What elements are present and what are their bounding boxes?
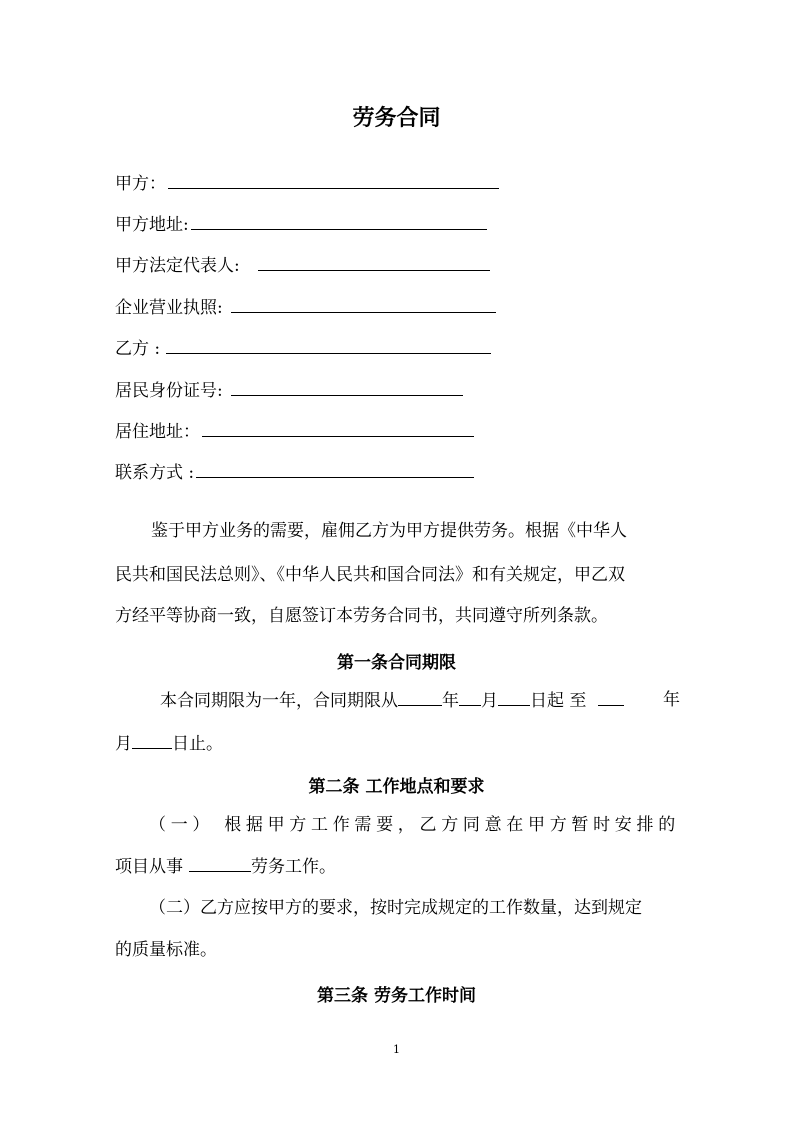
end-day-label: 日止。 bbox=[172, 734, 223, 754]
contact-label: 联系方式 : bbox=[115, 463, 195, 483]
residence-field bbox=[115, 419, 474, 443]
business-license-label: 企业营业执照: bbox=[115, 298, 223, 318]
article-3-heading: 第三条 劳务工作时间 bbox=[317, 986, 476, 1006]
start-day-label: 日起 至 bbox=[530, 691, 587, 711]
residence-label: 居住地址： bbox=[115, 422, 200, 442]
intro-line-2: 民共和国民法总则》、《中华人民共和国合同法》和有关规定，甲乙双 bbox=[115, 565, 625, 585]
start-year-blank[interactable] bbox=[398, 689, 442, 706]
start-month-blank[interactable] bbox=[459, 689, 481, 706]
item-1-prefix: 项目从事 bbox=[115, 857, 183, 877]
id-number-label: 居民身份证号: bbox=[115, 381, 223, 401]
article-2-item-2-line-1: （二）乙方应按甲方的要求，按时完成规定的工作数量，达到规定 bbox=[149, 898, 642, 918]
party-a-address-blank[interactable] bbox=[191, 212, 487, 230]
start-year-label: 年 bbox=[442, 691, 459, 711]
party-a-rep-blank[interactable] bbox=[258, 253, 490, 271]
document-title: 劳务合同 bbox=[352, 106, 441, 131]
id-number-blank[interactable] bbox=[231, 378, 463, 396]
article-2-item-1-line-2 bbox=[115, 855, 680, 878]
contact-field bbox=[115, 460, 474, 484]
party-b-blank[interactable] bbox=[166, 336, 491, 354]
item-1-suffix: 劳务工作。 bbox=[251, 857, 336, 877]
party-b-label: 乙方 : bbox=[115, 339, 161, 359]
article-2-item-1-line-1: （一） 根据甲方工作需要，乙方同意在甲方暂时安排的 bbox=[149, 815, 680, 835]
party-a-address-field bbox=[115, 212, 487, 236]
party-a-label: 甲方： bbox=[115, 174, 166, 194]
article-1-text: 本合同期限为一年，合同期限从 bbox=[160, 691, 398, 711]
article-1-line-2 bbox=[115, 732, 680, 755]
party-a-blank[interactable] bbox=[168, 171, 499, 189]
article-1-heading: 第一条合同期限 bbox=[337, 653, 456, 673]
work-item-blank[interactable] bbox=[189, 855, 251, 872]
intro-line-3: 方经平等协商一致，自愿签订本劳务合同书，共同遵守所列条款。 bbox=[115, 606, 608, 626]
business-license-field bbox=[115, 295, 496, 319]
contact-blank[interactable] bbox=[196, 460, 474, 478]
business-license-blank[interactable] bbox=[231, 295, 496, 313]
end-year-label: 年 bbox=[663, 690, 680, 710]
end-month-blank[interactable] bbox=[132, 732, 172, 749]
article-2-heading: 第二条 工作地点和要求 bbox=[308, 777, 485, 797]
page-number: 1 bbox=[393, 1043, 400, 1056]
party-a-address-label: 甲方地址: bbox=[115, 215, 189, 235]
id-number-field bbox=[115, 378, 463, 402]
article-2-item-2-line-2: 的质量标准。 bbox=[115, 940, 217, 960]
intro-line-1: 鉴于甲方业务的需要，雇佣乙方为甲方提供劳务。根据《中华人 bbox=[151, 521, 627, 541]
start-month-label: 月 bbox=[481, 691, 498, 711]
article-1-line-1 bbox=[115, 689, 680, 712]
party-a-rep-label: 甲方法定代表人: bbox=[115, 256, 240, 276]
party-a-field bbox=[115, 171, 499, 195]
end-year-blank[interactable] bbox=[598, 689, 624, 706]
start-day-blank[interactable] bbox=[498, 689, 530, 706]
party-b-field bbox=[115, 336, 491, 360]
end-month-label: 月 bbox=[115, 734, 132, 754]
residence-blank[interactable] bbox=[202, 419, 474, 437]
party-a-rep-field bbox=[115, 253, 490, 277]
